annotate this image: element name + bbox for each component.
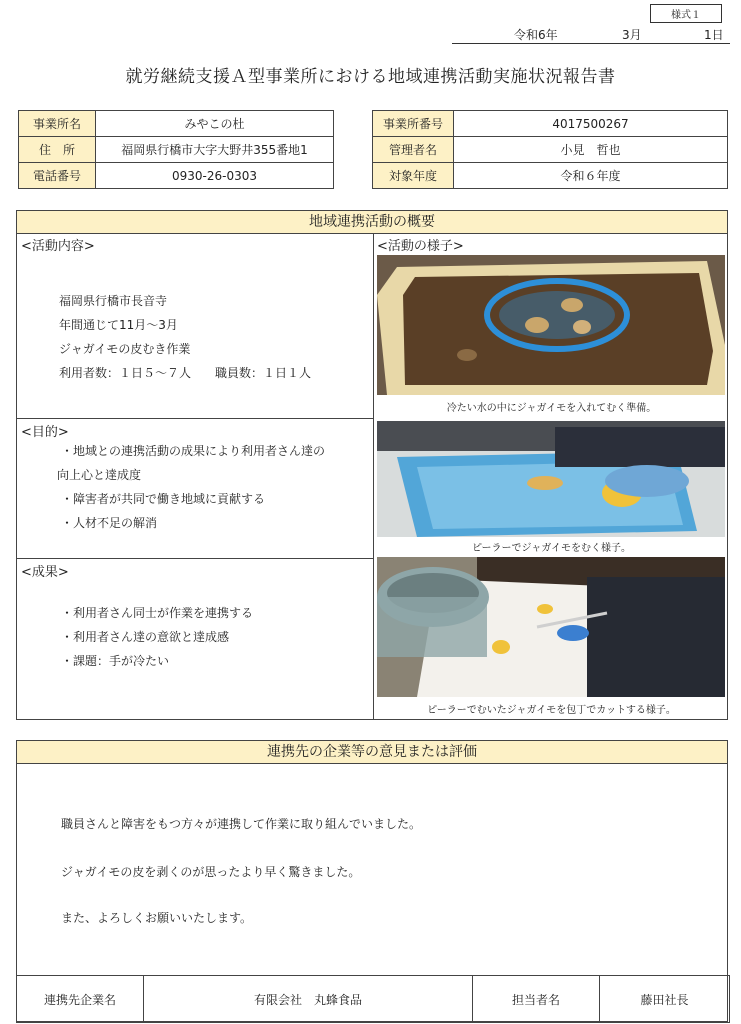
photos-heading: <活動の様子> [377, 239, 464, 254]
company-label: 連携先企業名 [17, 976, 144, 1023]
activity-content-heading: <活動内容> [21, 239, 95, 254]
overview-heading: 地域連携活動の概要 [17, 211, 727, 234]
purpose-text [57, 439, 326, 535]
result-line: ・利用者さん達の意欲と達成感 [61, 630, 230, 644]
evaluation-section [16, 740, 728, 1022]
office-name: みやこの杜 [96, 111, 334, 137]
result-line: ・利用者さん同士が作業を連携する [61, 606, 254, 620]
content-line: 利用者数：１日５～７人 職員数：１日１人 [59, 366, 312, 380]
address-label: 住 所 [19, 137, 96, 163]
evaluation-line: ジャガイモの皮を剥くのが思ったより早く驚きました。 [61, 865, 361, 879]
office-number-label: 事業所番号 [373, 111, 454, 137]
result-heading: <成果> [21, 565, 69, 580]
evaluation-line: また、よろしくお願いいたします。 [61, 911, 253, 925]
manager-name: 小見 哲也 [454, 137, 728, 163]
photo-caption-3: ピーラーでむいたジャガイモを包丁でカットする様子。 [427, 705, 676, 716]
purpose-line: ・障害者が共同で働き地域に貢献する [61, 492, 266, 506]
purpose-line: ・人材不足の解消 [61, 516, 158, 530]
photo-caption-1: 冷たい水の中にジャガイモを入れてむく準備。 [446, 403, 657, 414]
person-name: 藤田社長 [600, 976, 730, 1023]
photo-caption-2: ピーラーでジャガイモをむく様子。 [471, 543, 632, 554]
form-number-tag: 様式１ [650, 4, 722, 23]
column-divider [373, 233, 374, 720]
office-name-label: 事業所名 [19, 111, 96, 137]
purpose-line: 向上心と達成度 [57, 468, 142, 482]
result-line: ・課題：手が冷たい [61, 654, 170, 668]
date-day: 1日 [704, 28, 724, 42]
result-text [61, 601, 253, 673]
activity-content-block [17, 233, 373, 419]
purpose-heading: <目的> [21, 425, 69, 440]
evaluation-line: 職員さんと障害をもつ方々が連携して作業に取り組んでいました。 [61, 817, 422, 831]
office-number: 4017500267 [454, 111, 728, 137]
content-line: 福岡県行橋市長音寺 [59, 294, 168, 308]
purpose-block [17, 419, 373, 559]
date-month: 3月 [622, 28, 642, 42]
target-year: 令和６年度 [454, 163, 728, 189]
office-info-table-right [372, 110, 728, 189]
purpose-line: ・地域との連携活動の成果により利用者さん達の [61, 444, 326, 458]
evaluation-heading: 連携先の企業等の意見または評価 [17, 741, 727, 764]
content-line: ジャガイモの皮むき作業 [59, 342, 191, 356]
office-info-table-left [18, 110, 334, 189]
page-title: 就労継続支援Ａ型事業所における地域連携活動実施状況報告書 [125, 67, 616, 87]
photo-peeling-potatoes [377, 421, 725, 537]
office-address: 福岡県行橋市大字大野井355番地1 [96, 137, 334, 163]
result-block [17, 559, 373, 720]
partner-info-table [16, 975, 730, 1023]
person-label: 担当者名 [473, 976, 600, 1023]
year-label: 対象年度 [373, 163, 454, 189]
phone-label: 電話番号 [19, 163, 96, 189]
report-date [452, 22, 730, 44]
activity-content-text [59, 289, 311, 385]
office-phone: 0930-26-0303 [96, 163, 334, 189]
photo-washing-potatoes [377, 255, 725, 395]
photo-cutting-potatoes [377, 557, 725, 697]
overview-section [16, 210, 728, 720]
content-line: 年間通じて11月～3月 [59, 318, 178, 332]
manager-label: 管理者名 [373, 137, 454, 163]
date-year: 令和6年 [514, 28, 558, 42]
company-name: 有限会社 丸蜂食品 [144, 976, 473, 1023]
